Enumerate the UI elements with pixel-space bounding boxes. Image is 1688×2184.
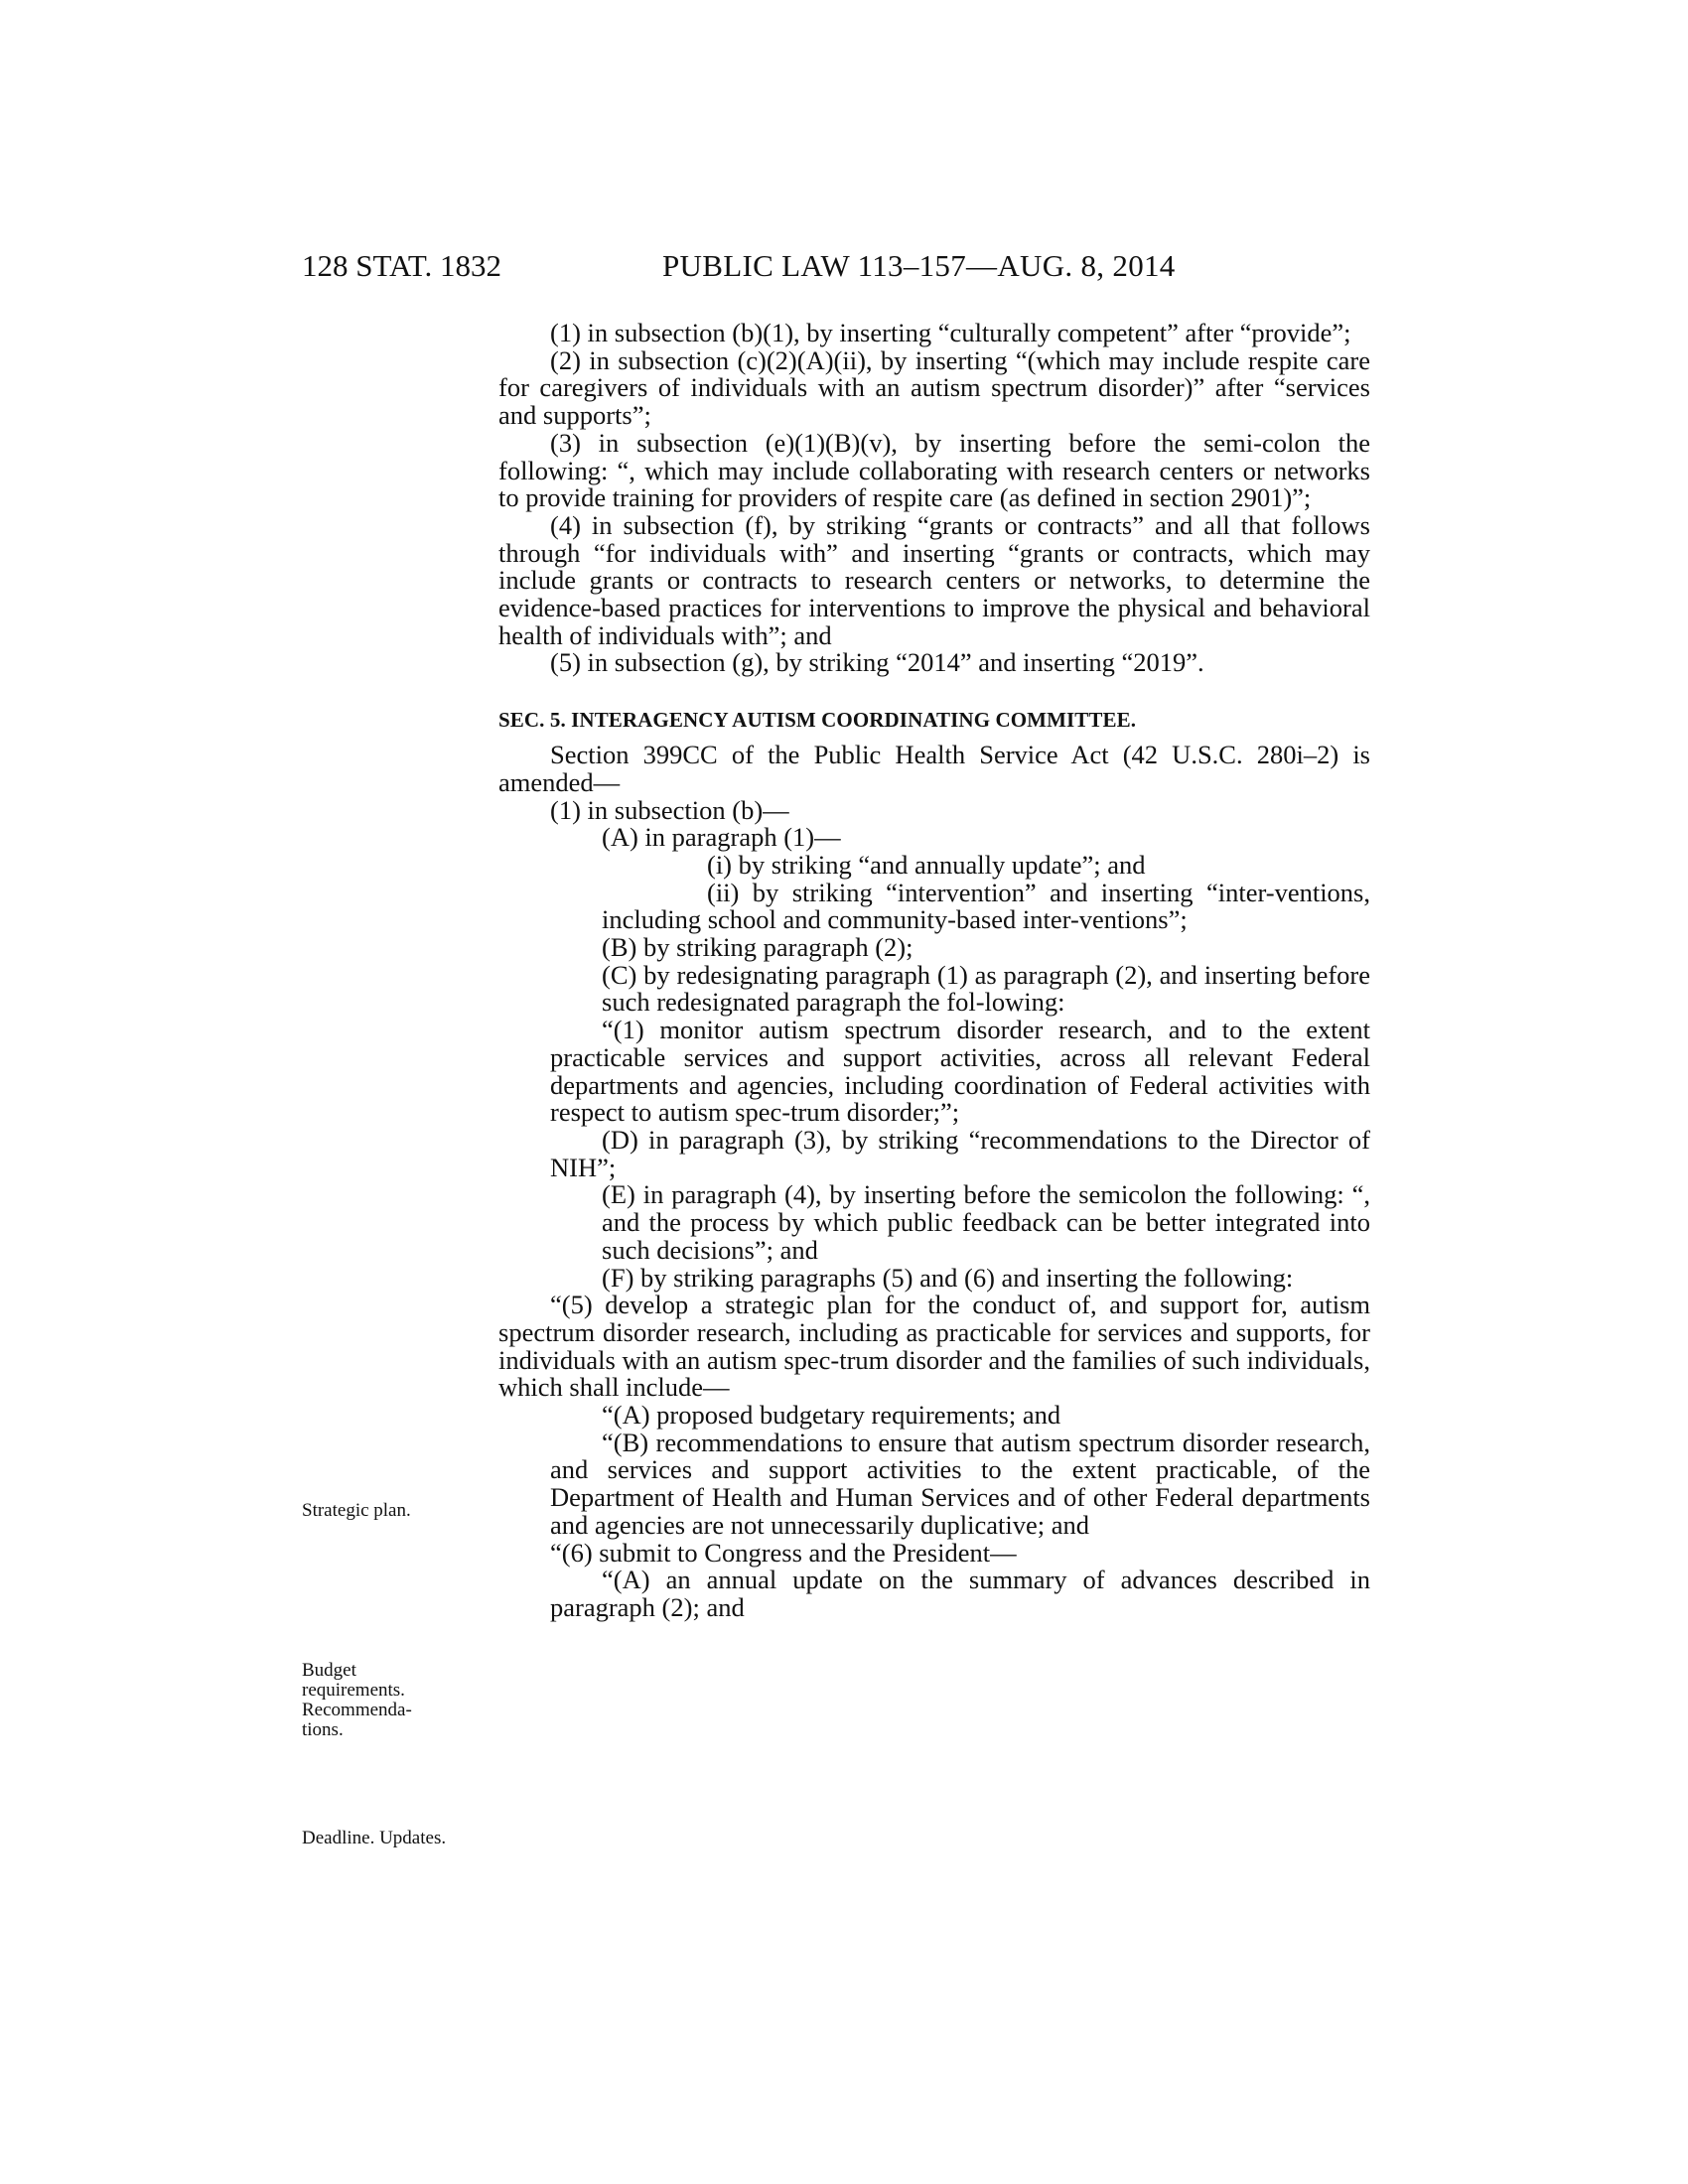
document-body (498, 320, 1370, 1622)
paragraph: (ii) by striking “intervention” and inserting “inter-ventions, including school and community-based inter-ventions”; (602, 877, 1370, 935)
paragraph: “(A) an annual update on the summary of advances described in paragraph (2); and (550, 1565, 1370, 1622)
paragraph: “(A) proposed budgetary requirements; and (602, 1400, 1061, 1431)
paragraph: (F) by striking paragraphs (5) and (6) and inserting the following: (602, 1262, 1294, 1293)
paragraph: (2) in subsection (c)(2)(A)(ii), by inserting “(which may include respite care for caregivers of individuals with an autism spectrum disorder)” after “services and supports”; (498, 344, 1370, 431)
margin-note-deadline-updates: Deadline. Updates. (302, 1828, 447, 1848)
paragraph: (i) by striking “and annually update”; and (707, 849, 1146, 880)
paragraph: Section 399CC of the Public Health Service Act (42 U.S.C. 280i–2) is amended— (498, 740, 1370, 797)
margin-note-strategic-plan: Strategic plan. (302, 1500, 411, 1521)
paragraph: (D) in paragraph (3), by striking “recommendations to the Director of NIH”; (550, 1124, 1370, 1182)
section-heading: SEC. 5. INTERAGENCY AUTISM COORDINATING COMMITTEE. (498, 708, 1137, 733)
paragraph: (3) in subsection (e)(1)(B)(v), by inserting before the semi-colon the following: “, which may include collaborating with research centers or networks to provide training for providers of respite care (as defined in section 2901)”; (498, 427, 1370, 513)
paragraph: (1) in subsection (b)— (550, 794, 789, 825)
public-law-title: PUBLIC LAW 113–157—AUG. 8, 2014 (662, 248, 1176, 283)
paragraph: (C) by redesignating paragraph (1) as paragraph (2), and inserting before such redesignated paragraph the fol-lowing: (602, 959, 1370, 1018)
paragraph: “(6) submit to Congress and the President— (550, 1537, 1017, 1568)
paragraph: (B) by striking paragraph (2); (602, 932, 914, 963)
paragraph: (A) in paragraph (1)— (602, 822, 841, 853)
page-header (302, 246, 1370, 286)
paragraph: “(1) monitor autism spectrum disorder research, and to the extent practicable services and support activities, across all relevant Federal departments and agencies, including coordination of Federal activities with respect to autism spec-trum disorder;”; (550, 1015, 1370, 1128)
statute-page-number: 128 STAT. 1832 (302, 248, 502, 283)
paragraph: “(B) recommendations to ensure that autism spectrum disorder research, and services and support activities to the extent practicable, of the Department of Health and Human Services and of other Federal departments and agencies are not unnecessarily duplicative; and (550, 1427, 1370, 1540)
paragraph: “(5) develop a strategic plan for the conduct of, and support for, autism spectrum disorder research, including as practicable for services and supports, for individuals with an autism spec-trum disorder and the families of such individuals, which shall include— (498, 1290, 1370, 1403)
paragraph: (5) in subsection (g), by striking “2014” and inserting “2019”. (550, 647, 1204, 678)
paragraph: (E) in paragraph (4), by inserting before the semicolon the following: “, and the process by which public feedback can be better integrated into such decisions”; and (602, 1179, 1370, 1265)
paragraph: (4) in subsection (f), by striking “grants or contracts” and all that follows through “for individuals with” and inserting “grants or contracts, which may include grants or contracts to research centers or networks, to determine the evidence-based practices for interventions to improve the physical and behavioral health of individuals with”; and (498, 509, 1370, 650)
paragraph: (1) in subsection (b)(1), by inserting “culturally competent” after “provide”; (550, 318, 1351, 347)
margin-note-budget-recommendations: Budget requirements. Recommenda-tions. (302, 1660, 412, 1740)
